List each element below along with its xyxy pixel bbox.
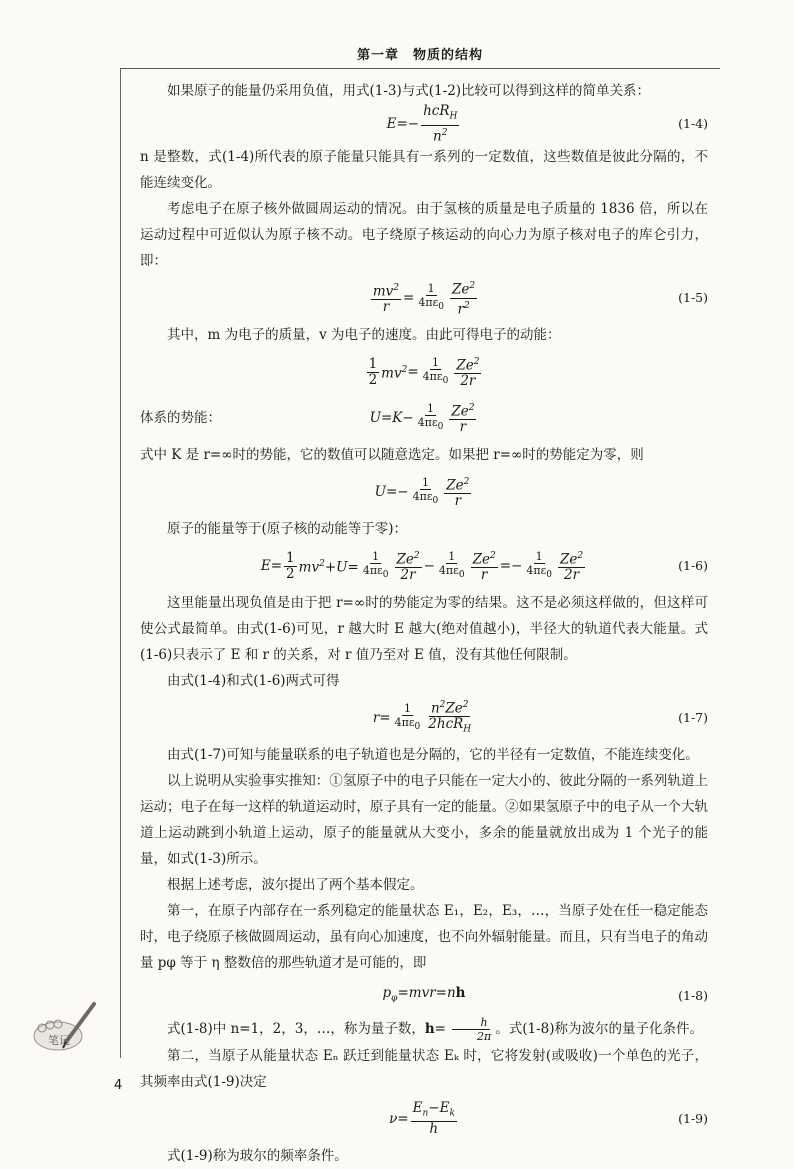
notes-pen-icon bbox=[28, 998, 98, 1056]
equation-1-8: $p_\varphi=mvr=nh$ (1-8) bbox=[140, 978, 708, 1014]
equation-number: (1-7) bbox=[678, 710, 708, 725]
running-header: 第一章 物质的结构 bbox=[356, 48, 483, 63]
equation-1-6: E= $\frac{1}{2}$ $mv^2+U=$ $\frac{1}{4\pi\varepsilon_0}$ $\frac{Ze^2}{2r}$ − $\frac{1}{4\pi\varepsilon_0}$ $\frac{Ze^2}{r}$ =− $\frac{1}{4\pi\varepsilon_0}$ $\frac{Ze^2}{2r}$ (1-6) bbox=[260, 549, 708, 584]
equation-1-5: $\frac{mv^2}{r}$ = $\frac{1}{4\pi\varepsilon_0}$ $\frac{Ze^2}{r^2}$ (1-5) bbox=[372, 281, 708, 317]
paragraph: n 是整数，式(1-4)所代表的原子能量只能具有一系列的一定数值，这些数值是彼此分隔的，不能连续变化。 bbox=[140, 149, 708, 191]
paragraph: 原子的能量等于(原子核的动能等于零)： bbox=[167, 521, 408, 537]
paragraph: 第二，当原子从能量状态 Eₙ 跃迁到能量状态 Eₖ 时，它将发射(或吸收)一个单色的光子，其频率由式(1-9)决定 bbox=[140, 1048, 708, 1090]
paragraph: 由式(1-4)和式(1-6)两式可得 bbox=[167, 673, 340, 689]
equation-1-4: E=− $\frac{hcR_H}{n^2}$ (1-4) bbox=[386, 102, 708, 145]
page-body bbox=[140, 78, 708, 1169]
paragraph: 式中 K 是 r=∞时的势能，它的数值可以随意选定。如果把 r=∞时的势能定为零，则 bbox=[140, 447, 644, 463]
paragraph-text: 式(1-8)中 n=1，2，3，…，称为量子数， bbox=[167, 1021, 425, 1037]
paragraph: 根据上述考虑，波尔提出了两个基本假定。 bbox=[167, 877, 424, 893]
equation-number: (1-4) bbox=[678, 116, 708, 131]
equation-1-7: r= $\frac{1}{4\pi\varepsilon_0}$ $\frac{n^2Ze^2}{2hcR_H}$ (1-7) bbox=[372, 699, 708, 736]
equation-number: (1-6) bbox=[678, 558, 708, 573]
notes-label: 笔记 bbox=[48, 1034, 70, 1047]
margin-rule bbox=[120, 68, 121, 1058]
equation-number: (1-8) bbox=[678, 988, 708, 1003]
equation-kinetic: $\frac{1}{2}$ $mv^2$ = $\frac{1}{4\pi\varepsilon_0}$ $\frac{Ze^2}{2r}$ bbox=[368, 355, 480, 390]
page-number: 4 bbox=[114, 1078, 123, 1093]
equation-number: (1-5) bbox=[678, 290, 708, 305]
equation-potential-zero: U=− $\frac{1}{4\pi\varepsilon_0}$ $\frac{Ze^2}{r}$ bbox=[374, 475, 470, 510]
paragraph: 如果原子的能量仍采用负值，用式(1-3)与式(1-2)比较可以得到这样的简单关系： bbox=[167, 83, 651, 99]
paragraph: 式(1-8)中 n=1，2，3，…，称为量子数，h= $\frac{h}{2\pi}$ 。式(1-8)称为波尔的量子化条件。 bbox=[167, 1016, 703, 1043]
paragraph: 其中，m 为电子的质量，v 为电子的速度。由此可得电子的动能： bbox=[167, 327, 561, 343]
equation-potential: 体系的势能： U=K− $\frac{1}{4\pi\varepsilon_0}$ $\frac{Ze^2}{r}$ bbox=[140, 401, 475, 436]
paragraph-text: 。式(1-8)称为波尔的量子化条件。 bbox=[495, 1021, 703, 1037]
equation-number: (1-9) bbox=[678, 1111, 708, 1126]
header-rule bbox=[120, 68, 720, 69]
equation-1-9: ν= $\frac{E_n-E_k}{h}$ (1-9) bbox=[389, 1099, 708, 1138]
paragraph: 体系的势能： bbox=[140, 410, 221, 426]
paragraph: 以上说明从实验事实推知：①氢原子中的电子只能在一定大小的、彼此分隔的一系列轨道上运动；电子在每一这样的轨道运动时，原子具有一定的能量。②如果氢原子中的电子从一个大轨道上运动跳到小轨道上运动，原子的能量就从大变小，多余的能量就放出成为 1 个光子的能量，如式(1-3)所示。 bbox=[140, 773, 708, 867]
paragraph: 考虑电子在原子核外做圆周运动的情况。由于氢核的质量是电子质量的 1836 倍，所以在运动过程中可近似认为原子核不动。电子绕原子核运动的向心力为原子核对电子的库仑引力，即： bbox=[140, 201, 708, 269]
paragraph: 由式(1-7)可知与能量联系的电子轨道也是分隔的，它的半径有一定数值，不能连续变化。 bbox=[167, 747, 699, 763]
paragraph: 式(1-9)称为玻尔的频率条件。 bbox=[167, 1148, 348, 1164]
paragraph: 这里能量出现负值是由于把 r=∞时的势能定为零的结果。这不是必须这样做的，但这样可使公式最简单。由式(1-6)可见，r 越大时 E 越大(绝对值越小)，半径大的轨道代表大能量。式(1-6)只表示了 E 和 r 的关系，对 r 值乃至对 E 值，没有其他任何限制。 bbox=[140, 595, 708, 663]
paragraph: 第一，在原子内部存在一系列稳定的能量状态 E₁，E₂，E₃，…，当原子处在任一稳定能态时，电子绕原子核做圆周运动，虽有向心加速度，也不向外辐射能量。而且，只有当电子的角动量 pφ 等于 η 整数倍的那些轨道才是可能的，即 bbox=[140, 903, 708, 971]
